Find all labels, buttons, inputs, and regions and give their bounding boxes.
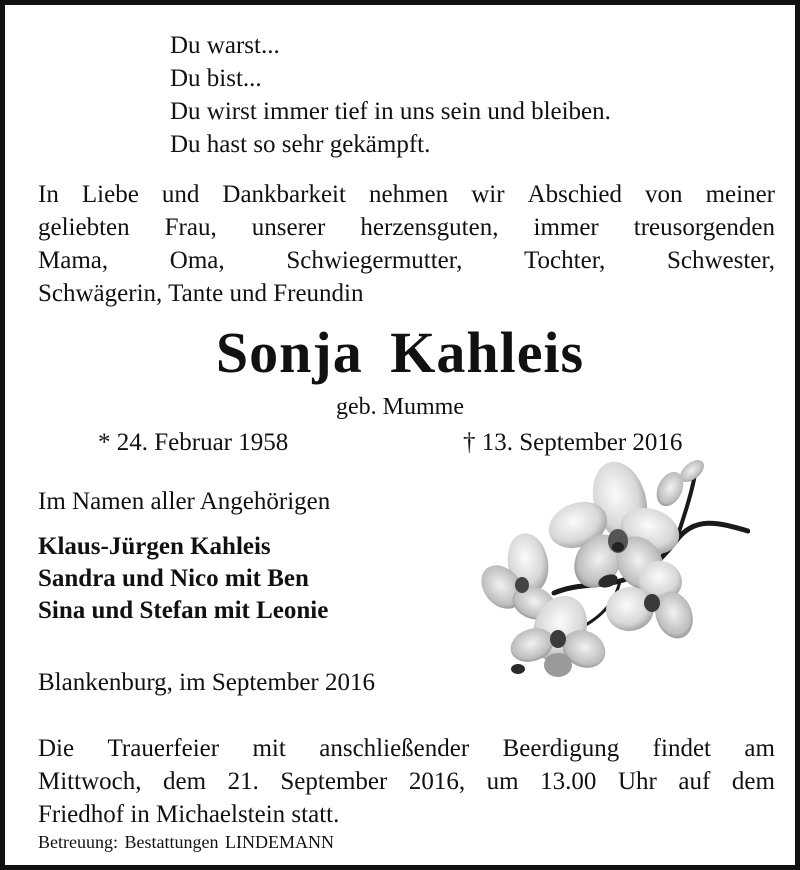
poem-line: Du warst...	[170, 32, 280, 59]
word: Tochter,	[524, 247, 606, 274]
intro-text	[38, 178, 775, 310]
birth-date: * 24. Februar 1958	[98, 429, 289, 456]
word: Mittwoch,	[38, 768, 142, 795]
word: September	[280, 768, 388, 795]
word: Schwiegermutter,	[286, 247, 463, 274]
word: Schwester,	[666, 247, 775, 274]
relatives-list	[38, 531, 328, 627]
funeral-service-text	[38, 732, 775, 831]
poem	[170, 29, 611, 161]
word: immer	[533, 214, 599, 241]
word: von	[645, 181, 683, 208]
word: treusorgenden	[633, 214, 775, 241]
word: Mama,	[38, 247, 109, 274]
born-name: geb. Mumme	[336, 394, 464, 420]
word: anschließender	[319, 735, 470, 762]
service-line-1	[38, 732, 775, 765]
poem-line: Du bist...	[170, 65, 262, 92]
word: Abschied	[527, 181, 622, 208]
intro-line-4: Schwägerin, Tante und Freundin	[38, 280, 364, 307]
word: In	[38, 181, 59, 208]
word: 21.	[227, 768, 259, 795]
word: dem	[731, 768, 775, 795]
deceased-name: Sonja Kahleis	[215, 320, 585, 385]
word: Beerdigung	[502, 735, 620, 762]
word: Liebe	[81, 181, 139, 208]
word: 13.00	[540, 768, 597, 795]
word: Trauerfeier	[107, 735, 220, 762]
word: mit	[252, 735, 286, 762]
word: Die	[38, 735, 75, 762]
relative-name: Sandra und Nico mit Ben	[38, 565, 309, 592]
word: geliebten	[38, 214, 130, 241]
word: am	[744, 735, 775, 762]
poem-line: Du wirst immer tief in uns sein und bleiben.	[170, 98, 611, 125]
on-behalf-line: Im Namen aller Angehörigen	[38, 488, 331, 515]
word: herzensguten,	[360, 214, 499, 241]
relative-name: Sina und Stefan mit Leonie	[38, 597, 329, 624]
word: unserer	[251, 214, 326, 241]
service-line-2	[38, 765, 775, 798]
word: wir	[471, 181, 505, 208]
word: 2016,	[408, 768, 466, 795]
word: um	[486, 768, 519, 795]
undertaker-credit: Betreuung: Bestattungen LINDEMANN	[38, 832, 334, 852]
word: auf	[678, 768, 711, 795]
relative-name: Klaus-Jürgen Kahleis	[38, 533, 271, 560]
word: nehmen	[369, 181, 449, 208]
place-and-date: Blankenburg, im September 2016	[38, 669, 375, 696]
word: und	[161, 181, 200, 208]
intro-line-3	[38, 244, 775, 277]
word: Oma,	[169, 247, 225, 274]
service-line-3: Friedhof in Michaelstein statt.	[38, 801, 340, 828]
death-date: † 13. September 2016	[463, 429, 683, 456]
word: meiner	[705, 181, 775, 208]
word: dem	[163, 768, 207, 795]
word: Dankbarkeit	[222, 181, 346, 208]
intro-line-1	[38, 178, 775, 211]
word: Uhr	[617, 768, 657, 795]
intro-line-2	[38, 211, 775, 244]
orchid-branch-icon	[480, 453, 750, 683]
word: Frau,	[164, 214, 217, 241]
word: findet	[652, 735, 711, 762]
poem-line: Du hast so sehr gekämpft.	[170, 131, 431, 158]
